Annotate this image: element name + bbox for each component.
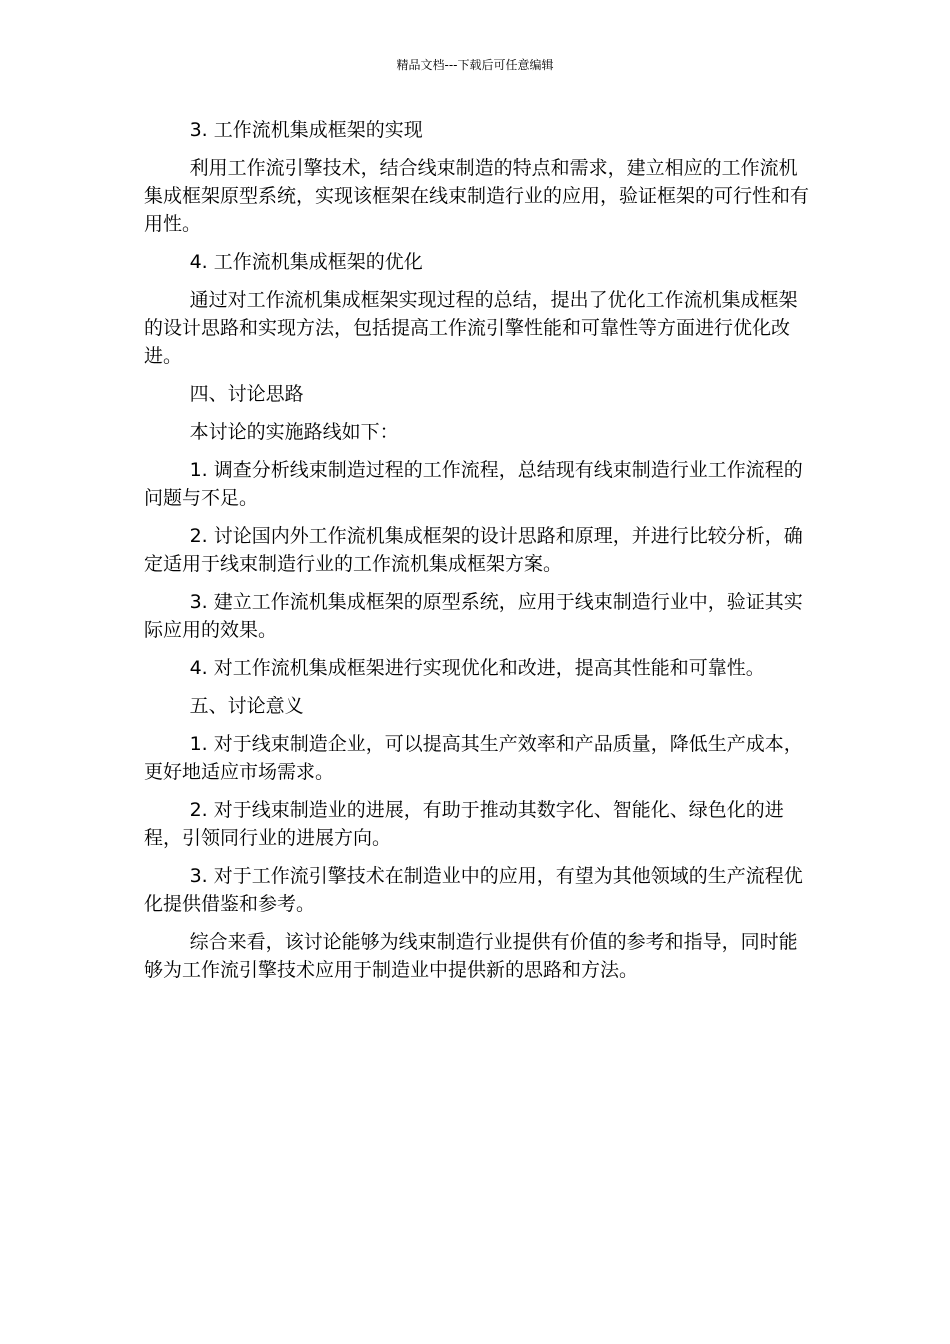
section-heading: 3. 工作流机集成框架的实现 [189,119,423,141]
list-item: 3. 建立工作流机集成框架的原型系统，应用于线束制造行业中，验证其实际应用的效果。 [144,591,803,641]
paragraph: 利用工作流引擎技术，结合线束制造的特点和需求，建立相应的工作流机集成框架原型系统，实现该框架在线束制造行业的应用，验证框架的可行性和有用性。 [144,157,810,235]
list-item: 3. 对于工作流引擎技术在制造业中的应用，有望为其他领域的生产流程优化提供借鉴和参考。 [144,865,803,915]
paragraph: 本讨论的实施路线如下： [189,421,399,443]
list-item: 1. 对于线束制造企业，可以提高其生产效率和产品质量，降低生产成本，更好地适应市场需求。 [144,733,803,783]
section-heading: 4. 工作流机集成框架的优化 [189,251,423,273]
paragraph: 通过对工作流机集成框架实现过程的总结，提出了优化工作流机集成框架的设计思路和实现方法，包括提高工作流引擎性能和可靠性等方面进行优化改进。 [144,289,798,367]
list-item: 2. 讨论国内外工作流机集成框架的设计思路和原理，并进行比较分析，确定适用于线束制造行业的工作流机集成框架方案。 [144,525,803,575]
chapter-heading: 五、讨论意义 [189,695,304,717]
list-item: 2. 对于线束制造业的进展，有助于推动其数字化、智能化、绿色化的进程，引领同行业的进展方向。 [144,799,784,849]
document-body [144,116,812,994]
list-item: 1. 调查分析线束制造过程的工作流程，总结现有线束制造行业工作流程的问题与不足。 [144,459,803,509]
chapter-heading: 四、讨论思路 [189,383,304,405]
paragraph: 综合来看，该讨论能够为线束制造行业提供有价值的参考和指导，同时能够为工作流引擎技术应用于制造业中提供新的思路和方法。 [144,931,798,981]
page-header: 精品文档---下载后可任意编辑 [396,58,554,72]
list-item: 4. 对工作流机集成框架进行实现优化和改进，提高其性能和可靠性。 [189,657,765,679]
